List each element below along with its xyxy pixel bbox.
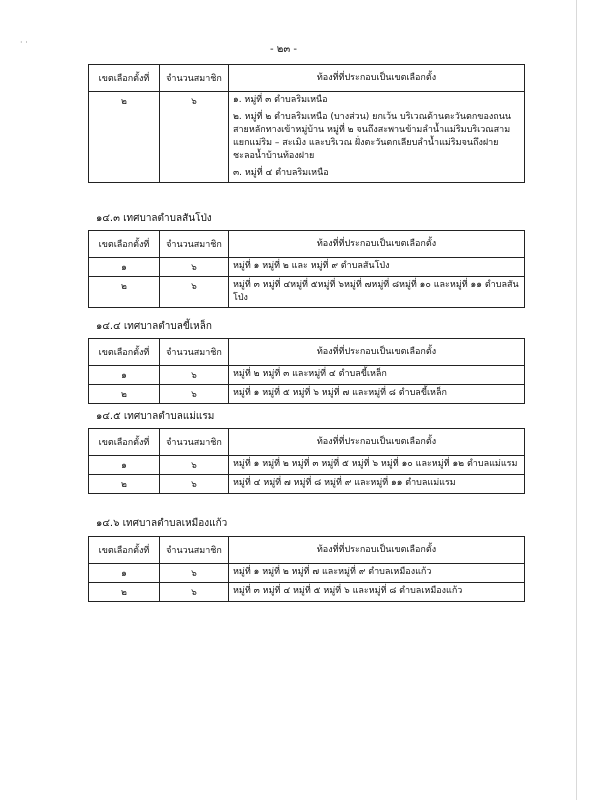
zone-table-maeraem — [88, 428, 525, 494]
table-header-row — [89, 65, 525, 92]
header-zone: เขตเลือกตั้งที่ — [89, 339, 160, 366]
zone-number: ๑ — [89, 366, 160, 385]
table-row — [89, 92, 525, 183]
area-cell: หมู่ที่ ๔ หมู่ที่ ๗ หมู่ที่ ๘ หมู่ที่ ๙ และหมู่ที่ ๑๑ ตำบลแม่แรม — [229, 475, 525, 494]
table-row — [89, 564, 525, 583]
member-count: ๖ — [160, 258, 229, 277]
table-header-row — [89, 537, 525, 564]
area-cell: หมู่ที่ ๒ หมู่ที่ ๓ และหมู่ที่ ๔ ตำบลขี้เหล็ก — [229, 366, 525, 385]
table-row — [89, 277, 525, 308]
header-areas: ท้องที่ที่ประกอบเป็นเขตเลือกตั้ง — [229, 537, 525, 564]
header-members: จำนวนสมาชิก — [160, 65, 229, 92]
zone-table-continued — [88, 64, 525, 183]
header-zone: เขตเลือกตั้งที่ — [89, 231, 160, 258]
member-count: ๖ — [160, 366, 229, 385]
table-row — [89, 366, 525, 385]
area-line: ๑. หมู่ที่ ๓ ตำบลริมเหนือ — [233, 95, 328, 105]
table-row — [89, 385, 525, 404]
header-zone: เขตเลือกตั้งที่ — [89, 537, 160, 564]
section-title: ๑๔.๓ เทศบาลตำบลสันโป่ง — [96, 213, 212, 224]
page-number: - ๒๓ - — [270, 44, 298, 55]
table-row — [89, 258, 525, 277]
area-line: ๒. หมู่ที่ ๒ ตำบลริมเหนือ (บางส่วน) ยกเว้น บริเวณด้านตะวันตกของถนนสายหลักทางเข้าหมู่บ้าน หมู่ที่ ๒ จนถึงสะพานข้ามลำน้ำแม่ริมบริเวณสามแยกแม่ริม – สะเมิง และบริเวณ ฝั่งตะวันตกเลียบลำน้ำแม่ริมจนถึงฝายชะลอน้ำบ้านท้องฝาย — [233, 112, 511, 161]
header-areas: ท้องที่ที่ประกอบเป็นเขตเลือกตั้ง — [229, 339, 525, 366]
zone-table-sanpong — [88, 230, 525, 308]
area-cell: หมู่ที่ ๓ หมู่ที่ ๔ หมู่ที่ ๕ หมู่ที่ ๖ และหมู่ที่ ๘ ตำบลเหมืองแก้ว — [229, 583, 525, 602]
section-title: ๑๔.๖ เทศบาลตำบลเหมืองแก้ว — [96, 518, 228, 529]
header-members: จำนวนสมาชิก — [160, 339, 229, 366]
header-members: จำนวนสมาชิก — [160, 429, 229, 456]
table-row — [89, 475, 525, 494]
zone-table-mueangkaeo — [88, 536, 525, 602]
table-row — [89, 583, 525, 602]
area-cell: หมู่ที่ ๑ หมู่ที่ ๒ และ หมู่ที่ ๙ ตำบลสันโป่ง — [229, 258, 525, 277]
area-cell: หมู่ที่ ๑ หมู่ที่ ๒ หมู่ที่ ๗ และหมู่ที่ ๙ ตำบลเหมืองแก้ว — [229, 564, 525, 583]
header-members: จำนวนสมาชิก — [160, 231, 229, 258]
header-areas: ท้องที่ที่ประกอบเป็นเขตเลือกตั้ง — [229, 65, 525, 92]
table-row — [89, 456, 525, 475]
member-count: ๖ — [160, 456, 229, 475]
table-header-row — [89, 429, 525, 456]
member-count: ๖ — [160, 277, 229, 308]
page-edge-line — [576, 0, 577, 800]
scan-mark: · · — [20, 38, 28, 47]
member-count: ๖ — [160, 385, 229, 404]
member-count: ๖ — [160, 92, 229, 183]
zone-number: ๑ — [89, 456, 160, 475]
header-areas: ท้องที่ที่ประกอบเป็นเขตเลือกตั้ง — [229, 429, 525, 456]
header-zone: เขตเลือกตั้งที่ — [89, 65, 160, 92]
area-cell: หมู่ที่ ๑ หมู่ที่ ๕ หมู่ที่ ๖ หมู่ที่ ๗ และหมู่ที่ ๘ ตำบลขี้เหล็ก — [229, 385, 525, 404]
member-count: ๖ — [160, 564, 229, 583]
zone-number: ๒ — [89, 475, 160, 494]
zone-number: ๒ — [89, 385, 160, 404]
area-line: ๓. หมู่ที่ ๔ ตำบลริมเหนือ — [233, 168, 329, 178]
area-cell: หมู่ที่ ๓ หมู่ที่ ๔หมู่ที่ ๕หมู่ที่ ๖หมู่ที่ ๗หมู่ที่ ๘หมู่ที่ ๑๐ และหมู่ที่ ๑๑ ตำบลสันโป่ง — [229, 277, 525, 308]
member-count: ๖ — [160, 475, 229, 494]
area-cell: หมู่ที่ ๑ หมู่ที่ ๒ หมู่ที่ ๓ หมู่ที่ ๕ หมู่ที่ ๖ หมู่ที่ ๑๐ และหมู่ที่ ๑๒ ตำบลแม่แรม — [229, 456, 525, 475]
header-areas: ท้องที่ที่ประกอบเป็นเขตเลือกตั้ง — [229, 231, 525, 258]
header-members: จำนวนสมาชิก — [160, 537, 229, 564]
zone-number: ๑ — [89, 258, 160, 277]
area-cell — [229, 92, 525, 183]
zone-table-khilek — [88, 338, 525, 404]
header-zone: เขตเลือกตั้งที่ — [89, 429, 160, 456]
zone-number: ๒ — [89, 583, 160, 602]
zone-number: ๒ — [89, 92, 160, 183]
zone-number: ๑ — [89, 564, 160, 583]
section-title: ๑๔.๕ เทศบาลตำบลแม่แรม — [96, 411, 215, 422]
zone-number: ๒ — [89, 277, 160, 308]
table-header-row — [89, 231, 525, 258]
table-header-row — [89, 339, 525, 366]
member-count: ๖ — [160, 583, 229, 602]
section-title: ๑๔.๔ เทศบาลตำบลขี้เหล็ก — [96, 321, 212, 332]
